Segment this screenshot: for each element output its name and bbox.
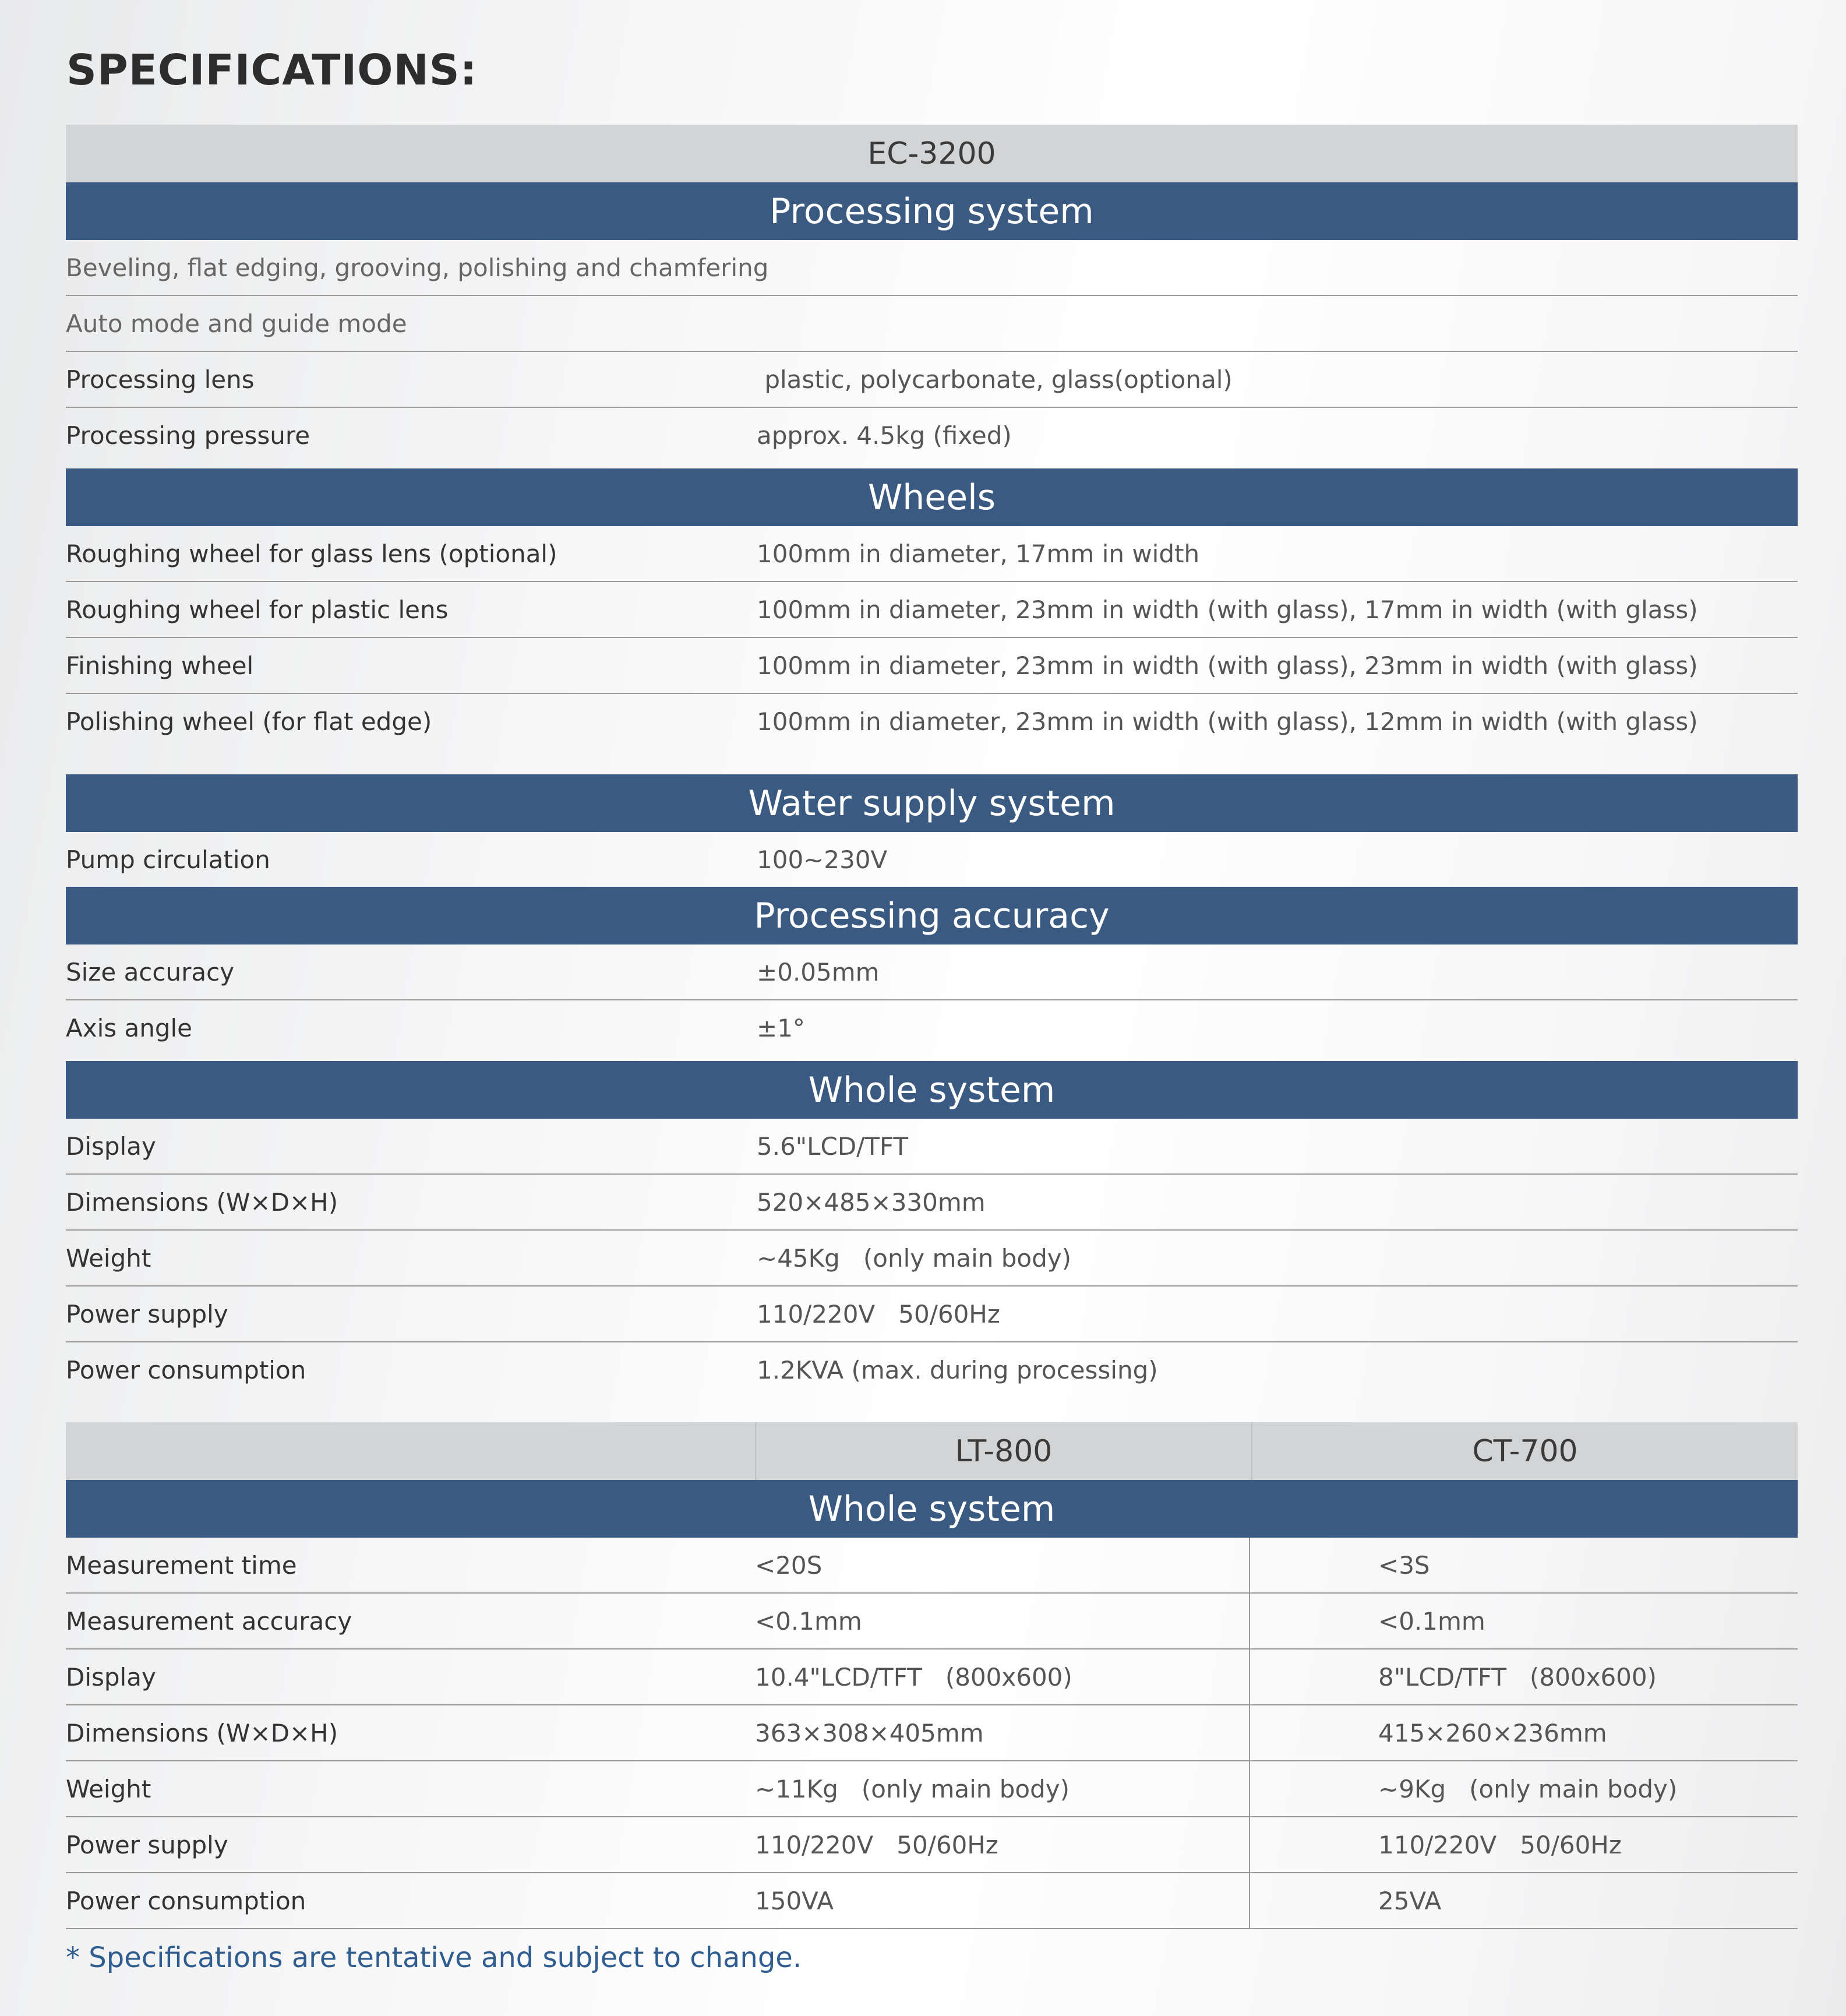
table-row	[66, 1594, 1798, 1650]
row-label: Roughing wheel for plastic lens	[66, 595, 449, 624]
table-row	[66, 296, 1798, 352]
row-value-lt800: ~11Kg (only main body)	[755, 1761, 1250, 1816]
row-label: Dimensions (W×D×H)	[66, 1187, 338, 1217]
spec-table-lt800-ct700	[66, 1422, 1798, 1929]
row-value-ct700: ~9Kg (only main body)	[1378, 1774, 1678, 1803]
row-value: 100mm in diameter, 23mm in width (with glass), 23mm in width (with glass)	[757, 651, 1698, 680]
section-heading-processing-accuracy: Processing accuracy	[66, 887, 1798, 944]
row-label: Processing lens	[66, 365, 255, 394]
row-label: Display	[66, 1662, 156, 1691]
spec-table-ec3200	[66, 125, 1798, 1397]
table-row	[66, 1761, 1798, 1817]
table-row	[66, 1873, 1798, 1929]
table-row	[66, 526, 1798, 582]
row-label: Power consumption	[66, 1355, 306, 1384]
row-value: 100mm in diameter, 23mm in width (with glass), 17mm in width (with glass)	[757, 595, 1698, 624]
table-row	[66, 1231, 1798, 1287]
table-row	[66, 1119, 1798, 1175]
table-row	[66, 240, 1798, 296]
row-value-ct700: <0.1mm	[1378, 1606, 1485, 1636]
row-label: Power supply	[66, 1830, 228, 1859]
row-value-ct700: 8"LCD/TFT (800x600)	[1378, 1662, 1657, 1691]
row-label: Weight	[66, 1774, 151, 1803]
row-label: Polishing wheel (for flat edge)	[66, 707, 432, 736]
table-row	[66, 1705, 1798, 1761]
row-value: 520×485×330mm	[757, 1187, 986, 1217]
section-heading-water-supply: Water supply system	[66, 774, 1798, 832]
table-row	[66, 1000, 1798, 1055]
row-value: 100mm in diameter, 23mm in width (with glass), 12mm in width (with glass)	[757, 707, 1698, 736]
table-row	[66, 1287, 1798, 1342]
table-row	[66, 1650, 1798, 1705]
row-label: Display	[66, 1132, 156, 1161]
row-label: Measurement accuracy	[66, 1606, 352, 1636]
row-label: Power consumption	[66, 1886, 306, 1915]
table-row	[66, 944, 1798, 1000]
row-value-ct700: 415×260×236mm	[1378, 1718, 1607, 1747]
table-row	[66, 1175, 1798, 1231]
row-value-lt800: 150VA	[755, 1873, 1250, 1928]
row-label: Power supply	[66, 1299, 228, 1328]
table-row	[66, 408, 1798, 463]
row-label: Beveling, flat edging, grooving, polishing and chamfering	[66, 253, 769, 282]
row-value-ct700: <3S	[1378, 1550, 1430, 1580]
model-header-blank	[66, 1422, 756, 1480]
row-value-lt800: 110/220V 50/60Hz	[755, 1817, 1250, 1872]
model-header-ct700: CT-700	[1472, 1433, 1578, 1469]
row-label: Auto mode and guide mode	[66, 309, 407, 338]
table-row	[66, 638, 1798, 694]
row-value: plastic, polycarbonate, glass(optional)	[757, 365, 1233, 394]
footnote: * Specifications are tentative and subject to change.	[66, 1941, 802, 1974]
page-title: SPECIFICATIONS:	[66, 45, 478, 94]
row-value: ±0.05mm	[757, 957, 880, 986]
table-row	[66, 1538, 1798, 1594]
section-heading-wheels: Wheels	[66, 468, 1798, 526]
row-value-ct700: 25VA	[1378, 1886, 1442, 1915]
row-label: Finishing wheel	[66, 651, 254, 680]
row-label: Processing pressure	[66, 421, 310, 450]
row-value: ~45Kg (only main body)	[757, 1243, 1072, 1273]
row-value: ±1°	[757, 1013, 805, 1042]
row-label: Axis angle	[66, 1013, 193, 1042]
row-value: 100mm in diameter, 17mm in width	[757, 539, 1200, 568]
row-value-lt800: 10.4"LCD/TFT (800x600)	[755, 1650, 1250, 1704]
row-label: Size accuracy	[66, 957, 235, 986]
table-row	[66, 1342, 1798, 1397]
model-header-lt800: LT-800	[756, 1422, 1252, 1480]
table-row	[66, 582, 1798, 638]
row-label: Dimensions (W×D×H)	[66, 1718, 338, 1747]
row-label: Roughing wheel for glass lens (optional)	[66, 539, 557, 568]
section-heading-processing-system: Processing system	[66, 182, 1798, 240]
table-row	[66, 352, 1798, 408]
row-value-lt800: <20S	[755, 1538, 1250, 1592]
row-value-lt800: <0.1mm	[755, 1594, 1250, 1648]
row-label: Weight	[66, 1243, 151, 1273]
table-row	[66, 832, 1798, 887]
row-value: 5.6"LCD/TFT	[757, 1132, 909, 1161]
row-value: 110/220V 50/60Hz	[757, 1299, 1000, 1328]
row-value: 100~230V	[757, 845, 888, 874]
row-value-lt800: 363×308×405mm	[755, 1705, 1250, 1760]
section-heading-whole-system: Whole system	[66, 1480, 1798, 1538]
row-value: 1.2KVA (max. during processing)	[757, 1355, 1158, 1384]
table-row	[66, 694, 1798, 749]
model-header-row	[66, 1422, 1798, 1480]
section-heading-whole-system: Whole system	[66, 1061, 1798, 1119]
row-value: approx. 4.5kg (fixed)	[757, 421, 1012, 450]
row-value-ct700: 110/220V 50/60Hz	[1378, 1830, 1622, 1859]
row-label: Measurement time	[66, 1550, 297, 1580]
table-row	[66, 1817, 1798, 1873]
model-header: EC-3200	[66, 125, 1798, 182]
row-label: Pump circulation	[66, 845, 270, 874]
